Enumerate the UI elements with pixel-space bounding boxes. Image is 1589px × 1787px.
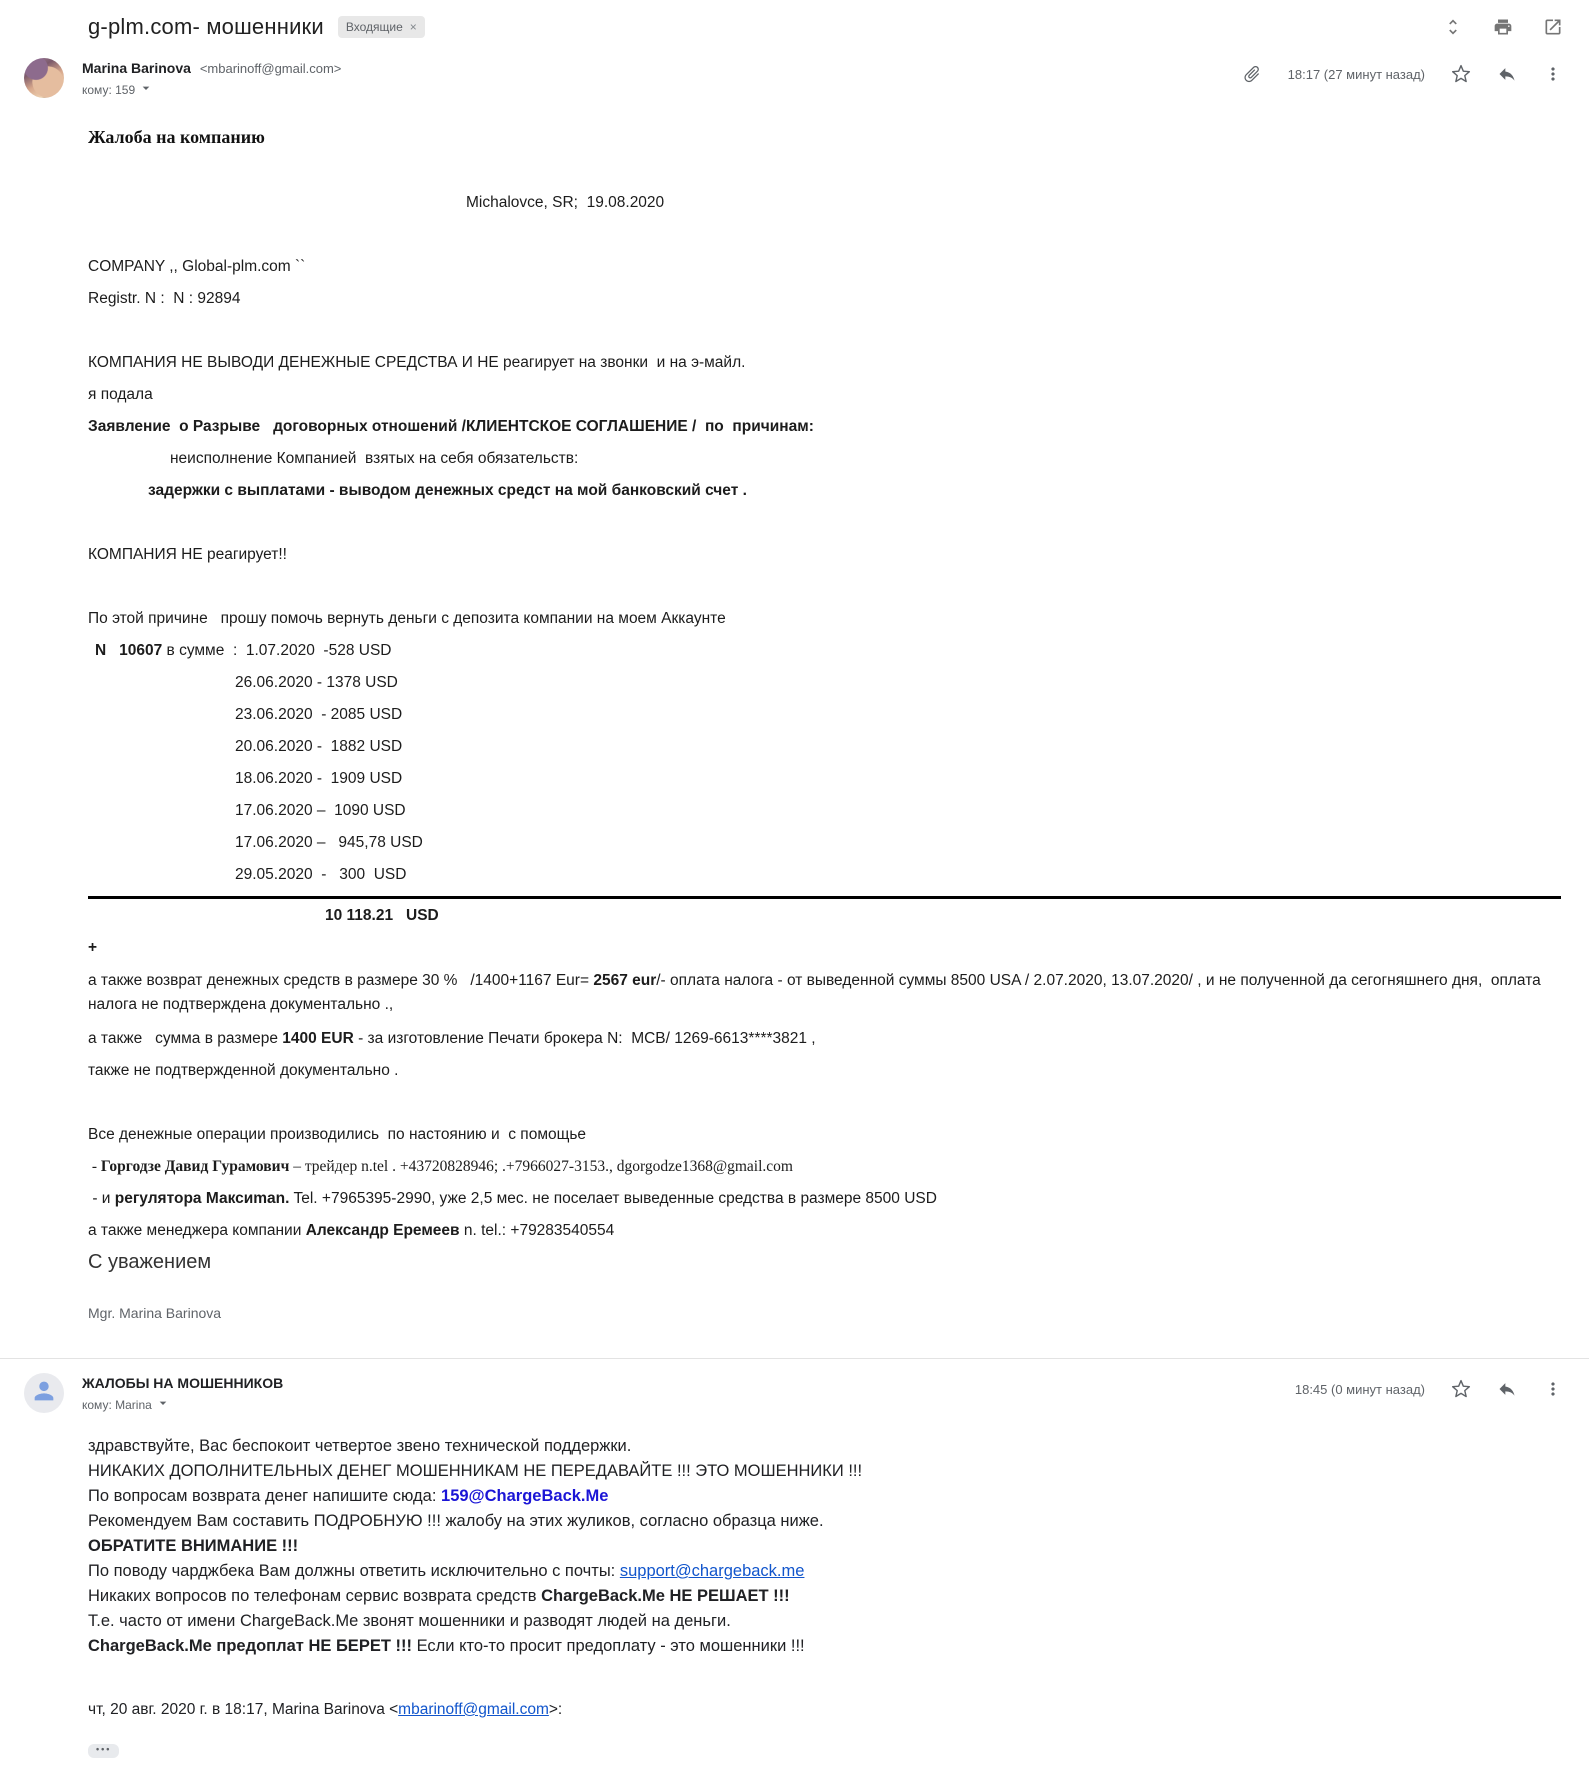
message-2-timestamp: 18:45 (0 минут назад): [1294, 1381, 1425, 1397]
sender-email: <mbarinoff@gmail.com>: [199, 61, 342, 76]
amount-row: 20.06.2020 - 1882 USD: [235, 738, 403, 755]
refund-post: /- оплата налога - от выведенной суммы 8500 USA / 2.07.2020, 13.07.2020/ , и не полученной да сегогняшнего дня, оплата налога не подтверждена документально .,: [88, 972, 1546, 1013]
trader-contacts: – трейдер n.tel . +43720828946; .+7966027-3153., dgorgodze1368@gmail.com: [289, 1158, 793, 1175]
reply-line: здравствуйте, Вас беспокоит четвертое звено технической поддержки.: [88, 1437, 632, 1455]
print-icon: [1493, 17, 1513, 37]
message-1-timestamp: 18:17 (27 минут назад): [1287, 66, 1425, 82]
reply-icon: [1497, 64, 1517, 84]
more-button[interactable]: [1543, 1379, 1563, 1399]
sum-divider: [88, 896, 1561, 899]
registr-line: Registr. N : N : 92894: [88, 290, 241, 307]
manager-line: [88, 1220, 1575, 1241]
open-in-new-icon: [1543, 17, 1563, 37]
letter-signature: Mgr. Marina Barinova: [88, 1305, 222, 1321]
star-icon: [1451, 64, 1471, 84]
label-chip-inbox[interactable]: [338, 16, 425, 38]
claim-rest: в сумме : 1.07.2020 -528 USD: [162, 642, 392, 659]
letter-line: По этой причине прошу помочь вернуть деньги с депозита компании на моем Аккаунте: [88, 610, 726, 627]
letter-dateline: Michalovce, SR; 19.08.2020: [466, 194, 665, 211]
regulator-line: [88, 1188, 1575, 1209]
trader-name: Горгодзе Давид Гурамович: [100, 1158, 290, 1175]
message-2-meta: [1295, 1373, 1563, 1399]
more-vert-icon: [1543, 64, 1563, 84]
reply-line: [88, 1584, 1563, 1609]
reply-line: Т.е. часто от имени ChargeBack.Me звонят мошенники и разводят людей на деньги.: [88, 1612, 731, 1630]
letter-title: Жалоба на компанию: [88, 127, 265, 147]
letter-line: Заявление о Разрыве договорных отношений /КЛИЕНТСКОЕ СОГЛАШЕНИЕ / по причинам:: [88, 418, 814, 435]
print-button[interactable]: [1493, 17, 1513, 37]
reply-line: [88, 1484, 1563, 1509]
seal-amount: 1400 EUR: [282, 1030, 354, 1047]
claim-line: [88, 640, 1575, 661]
regulator-contacts: Tel. +7965395-2990, уже 2,5 мес. не поселает выведенные средства в размере 8500 USD: [289, 1190, 937, 1207]
quote-attribution: [88, 1697, 1563, 1722]
spacer: [88, 512, 1575, 533]
letter-line: Все денежные операции производились по настоянию и с помощье: [88, 1126, 587, 1143]
reply-line: ОБРАТИТЕ ВНИМАНИЕ !!!: [88, 1537, 299, 1555]
total-amount: 10 118.21 USD: [325, 907, 439, 924]
reply-line: [88, 1634, 1563, 1659]
reply-text: По вопросам возврата денег напишите сюда:: [88, 1487, 442, 1505]
reply-text: Никаких вопросов по телефонам сервис возврата средств: [88, 1587, 542, 1605]
trader-pre: -: [88, 1158, 101, 1175]
letter-line: КОМПАНИЯ НЕ реагирует!!: [88, 546, 287, 563]
company-line: COMPANY ,, Global-plm.com ``: [88, 258, 306, 275]
reply-bold-text: ChargeBack.Me предоплат НЕ БЕРЕТ !!!: [88, 1637, 412, 1655]
expand-all-icon: [1443, 17, 1463, 37]
message-2-header: [0, 1359, 1589, 1414]
letter-line: задержки с выплатами - выводом денежных средст на мой банковский счет .: [148, 482, 747, 499]
manager-name: Александр Еремеев: [305, 1222, 460, 1239]
sender-name: Marina Barinova: [82, 60, 191, 76]
quoted-sender-email-link[interactable]: mbarinoff@gmail.com: [398, 1701, 549, 1718]
trader-line: [88, 1156, 1575, 1177]
reply-text: По поводу чарджбека Вам должны ответить исключительно с почты:: [88, 1562, 620, 1580]
reply-line: [88, 1559, 1563, 1584]
message-1-header: [0, 44, 1589, 99]
refund-paragraph: [88, 969, 1575, 1017]
thread-subject: g-plm.com- мошенники: [88, 14, 324, 39]
claim-number: N 10607: [95, 642, 163, 659]
letter-line: также не подтвержденной документально .: [88, 1062, 399, 1079]
message-1-body: [0, 99, 1589, 1324]
amount-row: 26.06.2020 - 1378 USD: [235, 674, 398, 691]
manager-pre: а также менеджера компании: [88, 1222, 306, 1239]
amount-row: 17.06.2020 – 945,78 USD: [235, 834, 423, 851]
manager-contacts: n. tel.: +79283540554: [459, 1222, 615, 1239]
amount-row: 18.06.2020 - 1909 USD: [235, 770, 403, 787]
reply-icon: [1497, 1379, 1517, 1399]
avatar-marina: [24, 58, 64, 98]
message-1-meta: [1242, 58, 1563, 84]
avatar-default: [24, 1373, 64, 1413]
letter-line: я подала: [88, 386, 153, 403]
reply-line: Рекомендуем Вам составить ПОДРОБНУЮ !!! жалобу на этих жуликов, согласно образца ниже.: [88, 1512, 824, 1530]
message-1: [0, 44, 1589, 1324]
seal-paragraph: [88, 1028, 1575, 1049]
spacer: [88, 576, 1575, 597]
chargeback-email-link[interactable]: 159@ChargeBack.Me: [441, 1487, 609, 1505]
show-trimmed-content-button[interactable]: •••: [88, 1744, 119, 1758]
thread-header: [0, 0, 1589, 44]
recipients-dropdown[interactable]: [82, 80, 341, 99]
open-in-new-button[interactable]: [1543, 17, 1563, 37]
letter-line: КОМПАНИЯ НЕ ВЫВОДИ ДЕНЕЖНЫЕ СРЕДСТВА И НЕ реагирует на звонки и на э-майл.: [88, 354, 746, 371]
more-vert-icon: [1543, 1379, 1563, 1399]
sender-name: ЖАЛОБЫ НА МОШЕННИКОВ: [82, 1375, 284, 1391]
amount-row: 29.05.2020 - 300 USD: [235, 866, 407, 883]
expand-all-button[interactable]: [1443, 17, 1463, 37]
seal-pre: а также сумма в размере: [88, 1030, 283, 1047]
chevron-down-icon: [155, 1395, 171, 1414]
regulator-name: регулятора Максиman.: [114, 1190, 290, 1207]
spacer: [88, 320, 1575, 341]
letter-line: неисполнение Компанией взятых на себя обязательств:: [170, 450, 579, 467]
to-label: кому: Marina: [82, 1397, 152, 1412]
reply-button[interactable]: [1497, 64, 1517, 84]
refund-pre: а также возврат денежных средств в размере 30 % /1400+1167 Eur=: [88, 972, 594, 989]
spacer: [88, 1092, 1575, 1113]
star-button[interactable]: [1451, 1379, 1471, 1399]
refund-amount: 2567 eur: [593, 972, 657, 989]
letter-closing: С уважением: [88, 1251, 212, 1273]
message-2: [0, 1359, 1589, 1760]
reply-line: НИКАКИХ ДОПОЛНИТЕЛЬНЫХ ДЕНЕГ МОШЕННИКАМ НЕ ПЕРЕДАВАЙТЕ !!! ЭТО МОШЕННИКИ !!!: [88, 1462, 863, 1480]
message-2-body: [0, 1414, 1589, 1760]
plus-sign: +: [88, 939, 98, 956]
amount-row: 23.06.2020 - 2085 USD: [235, 706, 403, 723]
thread-actions: [1443, 17, 1563, 37]
person-icon: [30, 1377, 58, 1410]
recipients-dropdown[interactable]: [82, 1395, 283, 1414]
label-remove-icon[interactable]: ×: [409, 20, 417, 34]
reply-bold-text: ChargeBack.Me НЕ РЕШАЕТ !!!: [541, 1587, 790, 1605]
seal-post: - за изготовление Печати брокера N: MCB/ 1269-6613****3821 ,: [353, 1030, 816, 1047]
amount-row: 17.06.2020 – 1090 USD: [235, 802, 406, 819]
to-label: кому: 159: [82, 82, 136, 97]
regulator-pre: - и: [88, 1190, 115, 1207]
more-button[interactable]: [1543, 64, 1563, 84]
support-email-link[interactable]: support@chargeback.me: [619, 1562, 805, 1580]
quote-text: чт, 20 авг. 2020 г. в 18:17, Marina Barinova <: [88, 1701, 399, 1718]
attachment-icon: [1237, 60, 1265, 88]
quote-text: >:: [548, 1701, 563, 1718]
label-chip-text: Входящие: [345, 20, 403, 34]
star-button[interactable]: [1451, 64, 1471, 84]
reply-text: Если кто-то просит предоплату - это мошенники !!!: [411, 1637, 805, 1655]
reply-button[interactable]: [1497, 1379, 1517, 1399]
chevron-down-icon: [138, 80, 154, 99]
star-icon: [1451, 1379, 1471, 1399]
